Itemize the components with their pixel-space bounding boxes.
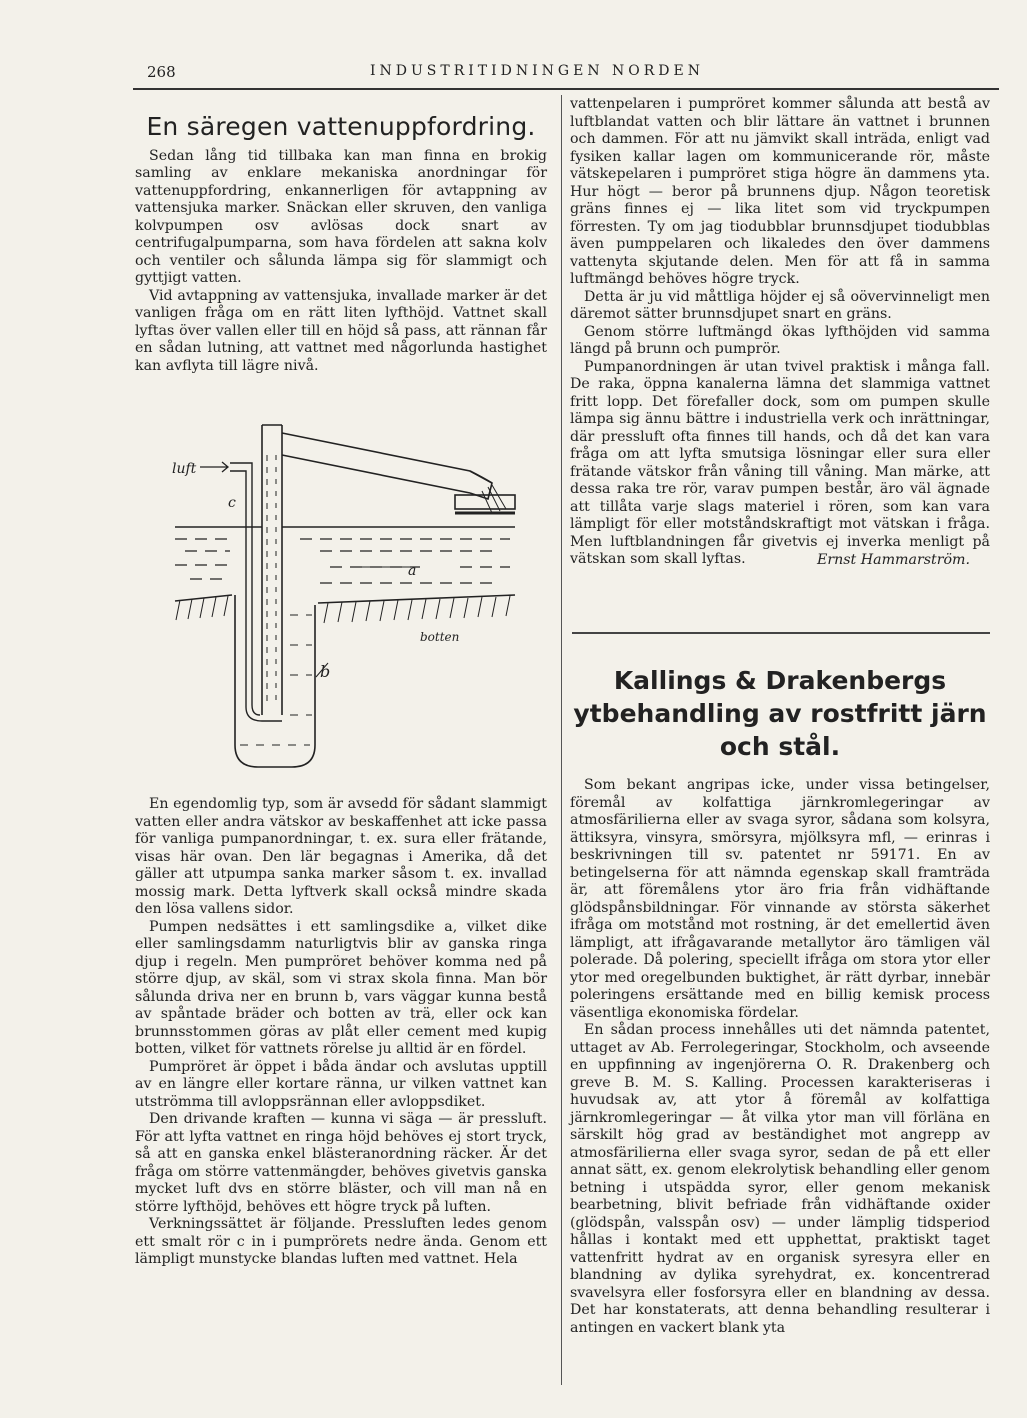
- label-luft: luft: [172, 461, 197, 477]
- label-a: a: [408, 563, 417, 579]
- article1-title: En säregen vattenuppfordring.: [146, 112, 536, 141]
- article1-paragraph: Detta är ju vid måttliga höjder ej så oövervinneligt men däremot sätter brunnsdjupet snart en gräns.: [570, 288, 990, 322]
- article1-paragraph: Sedan lång tid tillbaka kan man finna en brokig samling av enklare mekaniska anordningar för vattenuppfordring, enkannerligen för avtappning av vattensjuka marker. Snäckan eller skruven, den vanliga kolvpumpen osv avlösas dock snart av centrifugalpumparna, som hava fördelen att sakna kolv och ventiler och sålunda lämpa sig för slammigt och gyttjigt vatten.: [135, 147, 547, 286]
- well-b: [235, 595, 315, 767]
- label-c: c: [228, 495, 236, 511]
- article2-paragraph: En sådan process innehålles uti det nämnda patentet, uttaget av Ab. Ferrolegeringar, Stockholm, och avseende en uppfinning av ingenjörerna O. R. Drakenberg och greve B. M. S. Kalling. Processen karakteriseras i huvudsak av, att ytor å föremål av kolfattiga järnkromlegeringar — åt vilka ytor man vill förläna en särskilt hög grad av beständighet mot angrepp av atmosfärilierna eller svaga syror, sedan de på ett eller annat sätt, ex. genom elekrolytisk behandling eller genom betning i utspädda syror, eller genom mekanisk bearbetning, blivit befriade från vidhäftande oxider (glödspån, valsspån osv) — under lämplig tidsperiod hållas i kontakt med ett upphettat, praktiskt taget vattenfritt hydrat av en organisk syresyra eller en blandning av dylika syrehydrat, ex. koncentrerad svavelsyra eller fosforsyra eller en blandning av dessa. Det har konstaterats, att denna behandling resulterar i antingen en vackert blank yta: [570, 1022, 990, 1336]
- article2: [570, 664, 990, 1337]
- column-divider: [561, 95, 562, 1385]
- article2-paragraph: Som bekant angripas icke, under vissa betingelser, föremål av kolfattiga järnkromlegeringar av atmosfärilierna eller av svaga syror, sådana som kolsyra, ättiksyra, vinsyra, smörsyra, mjölksyra mfl, — erinras i beskrivningen till sv. patentet nr 59171. En av betingelserna för att nämnda egenskap skall framträda är, att föremålens ytor äro fria från vidhäftande glödspånsbildningar. För vinnande av största säkerhet ifråga om motstånd mot rostning, är det emellertid även lämpligt, att ifrågavarande metallytor äro tämligen väl polerade. Då polering, speciellt ifråga om stora ytor eller ytor med oregelbunden buktighet, är rätt dyrbar, innebär poleringens ersättande med en billig kemisk process väsentliga ekonomiska fördelar.: [570, 777, 990, 1021]
- article1-intro: [135, 112, 547, 375]
- article1-paragraph: Verkningssättet är följande. Pressluften ledes genom ett smalt rör c in i pumprörets nedre ända. Genom ett lämpligt munstycke blandas luften med vattnet. Hela: [135, 1216, 547, 1267]
- page-number: 268: [147, 63, 176, 81]
- article1-paragraph: Vid avtappning av vattensjuka, invallade marker är det vanligen fråga om en rätt liten lyfthöjd. Vattnet skall lyftas över vallen eller till en höjd så pass, att rännan får en sådan lutning, att vattnet med någorlunda hastighet kan avflyta till lägre nivå.: [135, 287, 547, 374]
- label-botten: botten: [420, 630, 460, 644]
- label-b: b: [320, 662, 331, 681]
- article1-paragraph: En egendomlig typ, som är avsedd för sådant slammigt vatten eller andra vätskor av beskaffenhet att icke passa för vanliga pumpanordningar, t. ex. sura eller frätande, visas här ovan. Den lär begagnas i Amerika, då det gäller att utpumpa sanka marker såsom t. ex. invallad mossig mark. Detta lyftverk skall också mindre skada den lösa vallens sidor.: [135, 796, 547, 917]
- article1-paragraph: Genom större luftmängd ökas lyfthöjden vid samma längd på brunn och pumprör.: [570, 323, 990, 357]
- article-separator: [572, 632, 990, 634]
- article1-paragraph: Den drivande kraften — kunna vi säga — är pressluft. För att lyfta vattnet en ringa höjd behöves ej stort tryck, så att en ganska enkel blästeranordning räcker. Är det fråga om större vattenmängder, behöves givetvis ganska mycket luft dvs en större bläster, och vill man nå en större lyfthöjd, behöves ett högre tryck på luften.: [135, 1111, 547, 1215]
- article1-body: [135, 796, 547, 1269]
- article1-signature: Ernst Hammarström.: [816, 551, 970, 568]
- article1-paragraph: vattenpelaren i pumpröret kommer sålunda att bestå av luftblandat vatten och blir lättare än vattnet i brunnen och dammen. För att nu jämvikt skall inträda, enligt vad fysiken kallar lagen om kommunicerande rör, måste vätskepelaren i pumpröret stiga högre än dammens yta. Hur högt — beror på brunnens djup. Någon teoretisk gräns finnes ej — lika litet som vid tryckpumpen förresten. Ty om jag tiodubblar brunnsdjupet tiodubblas även pumppelaren och likaledes den över dammens vattenyta skjutande delen. Men för att få in samma luftmängd behöves högre tryck.: [570, 96, 990, 287]
- article1-paragraph: Pumpanordningen är utan tvivel praktisk i många fall. De raka, öppna kanalerna lämna det slammiga vattnet fritt lopp. Det förefaller dock, som om pumpen skulle lämpa sig ännu bättre i industriella verk och inrättningar, där pressluft ofta finnes till hands, och då det kan vara fråga om att lyfta smutsiga lösningar eller sura eller frätande vätskor från våning till våning. Man märke, att dessa raka tre rör, varav pumpen består, äro väl ägnade att tillåta varje slags materiel i rören, som kan vara lämpligt för eller motståndskraftigt mot vätskan i fråga. Men luftblandningen får givetvis ej inverka menligt på vätskan som skall lyftas.: [570, 358, 990, 567]
- header-rule: [133, 88, 999, 90]
- article1-continuation: [570, 96, 990, 569]
- article1-paragraph: Pumpröret är öppet i båda ändar och avslutas upptill av en längre eller kortare ränna, ur vilken vattnet kan utströmma till avloppsrännan eller avloppsdiket.: [135, 1058, 547, 1110]
- article1-paragraph: Pumpen nedsättes i ett samlingsdike a, vilket dike eller samlingsdamm naturligtvis blir av ganska ringa djup i regeln. Men pumpröret behöver komma ned på större djup, av skäl, som vi strax skola finna. Man bör sålunda driva ner en brunn b, vars väggar kunna bestå av spåntade bräder och botten av trä, eller ock kan brunnsstommen göras av plåt eller cement med kupig botten, vilket för vattnets rörelse ju alltid är en fördel.: [135, 918, 547, 1057]
- article2-title: Kallings & Drakenbergs ytbehandling av rostfritt järn och stål.: [573, 666, 987, 761]
- running-head: INDUSTRITIDNINGEN NORDEN: [370, 63, 704, 79]
- pump-diagram: [170, 415, 525, 795]
- pump-diagram-svg: [170, 415, 525, 795]
